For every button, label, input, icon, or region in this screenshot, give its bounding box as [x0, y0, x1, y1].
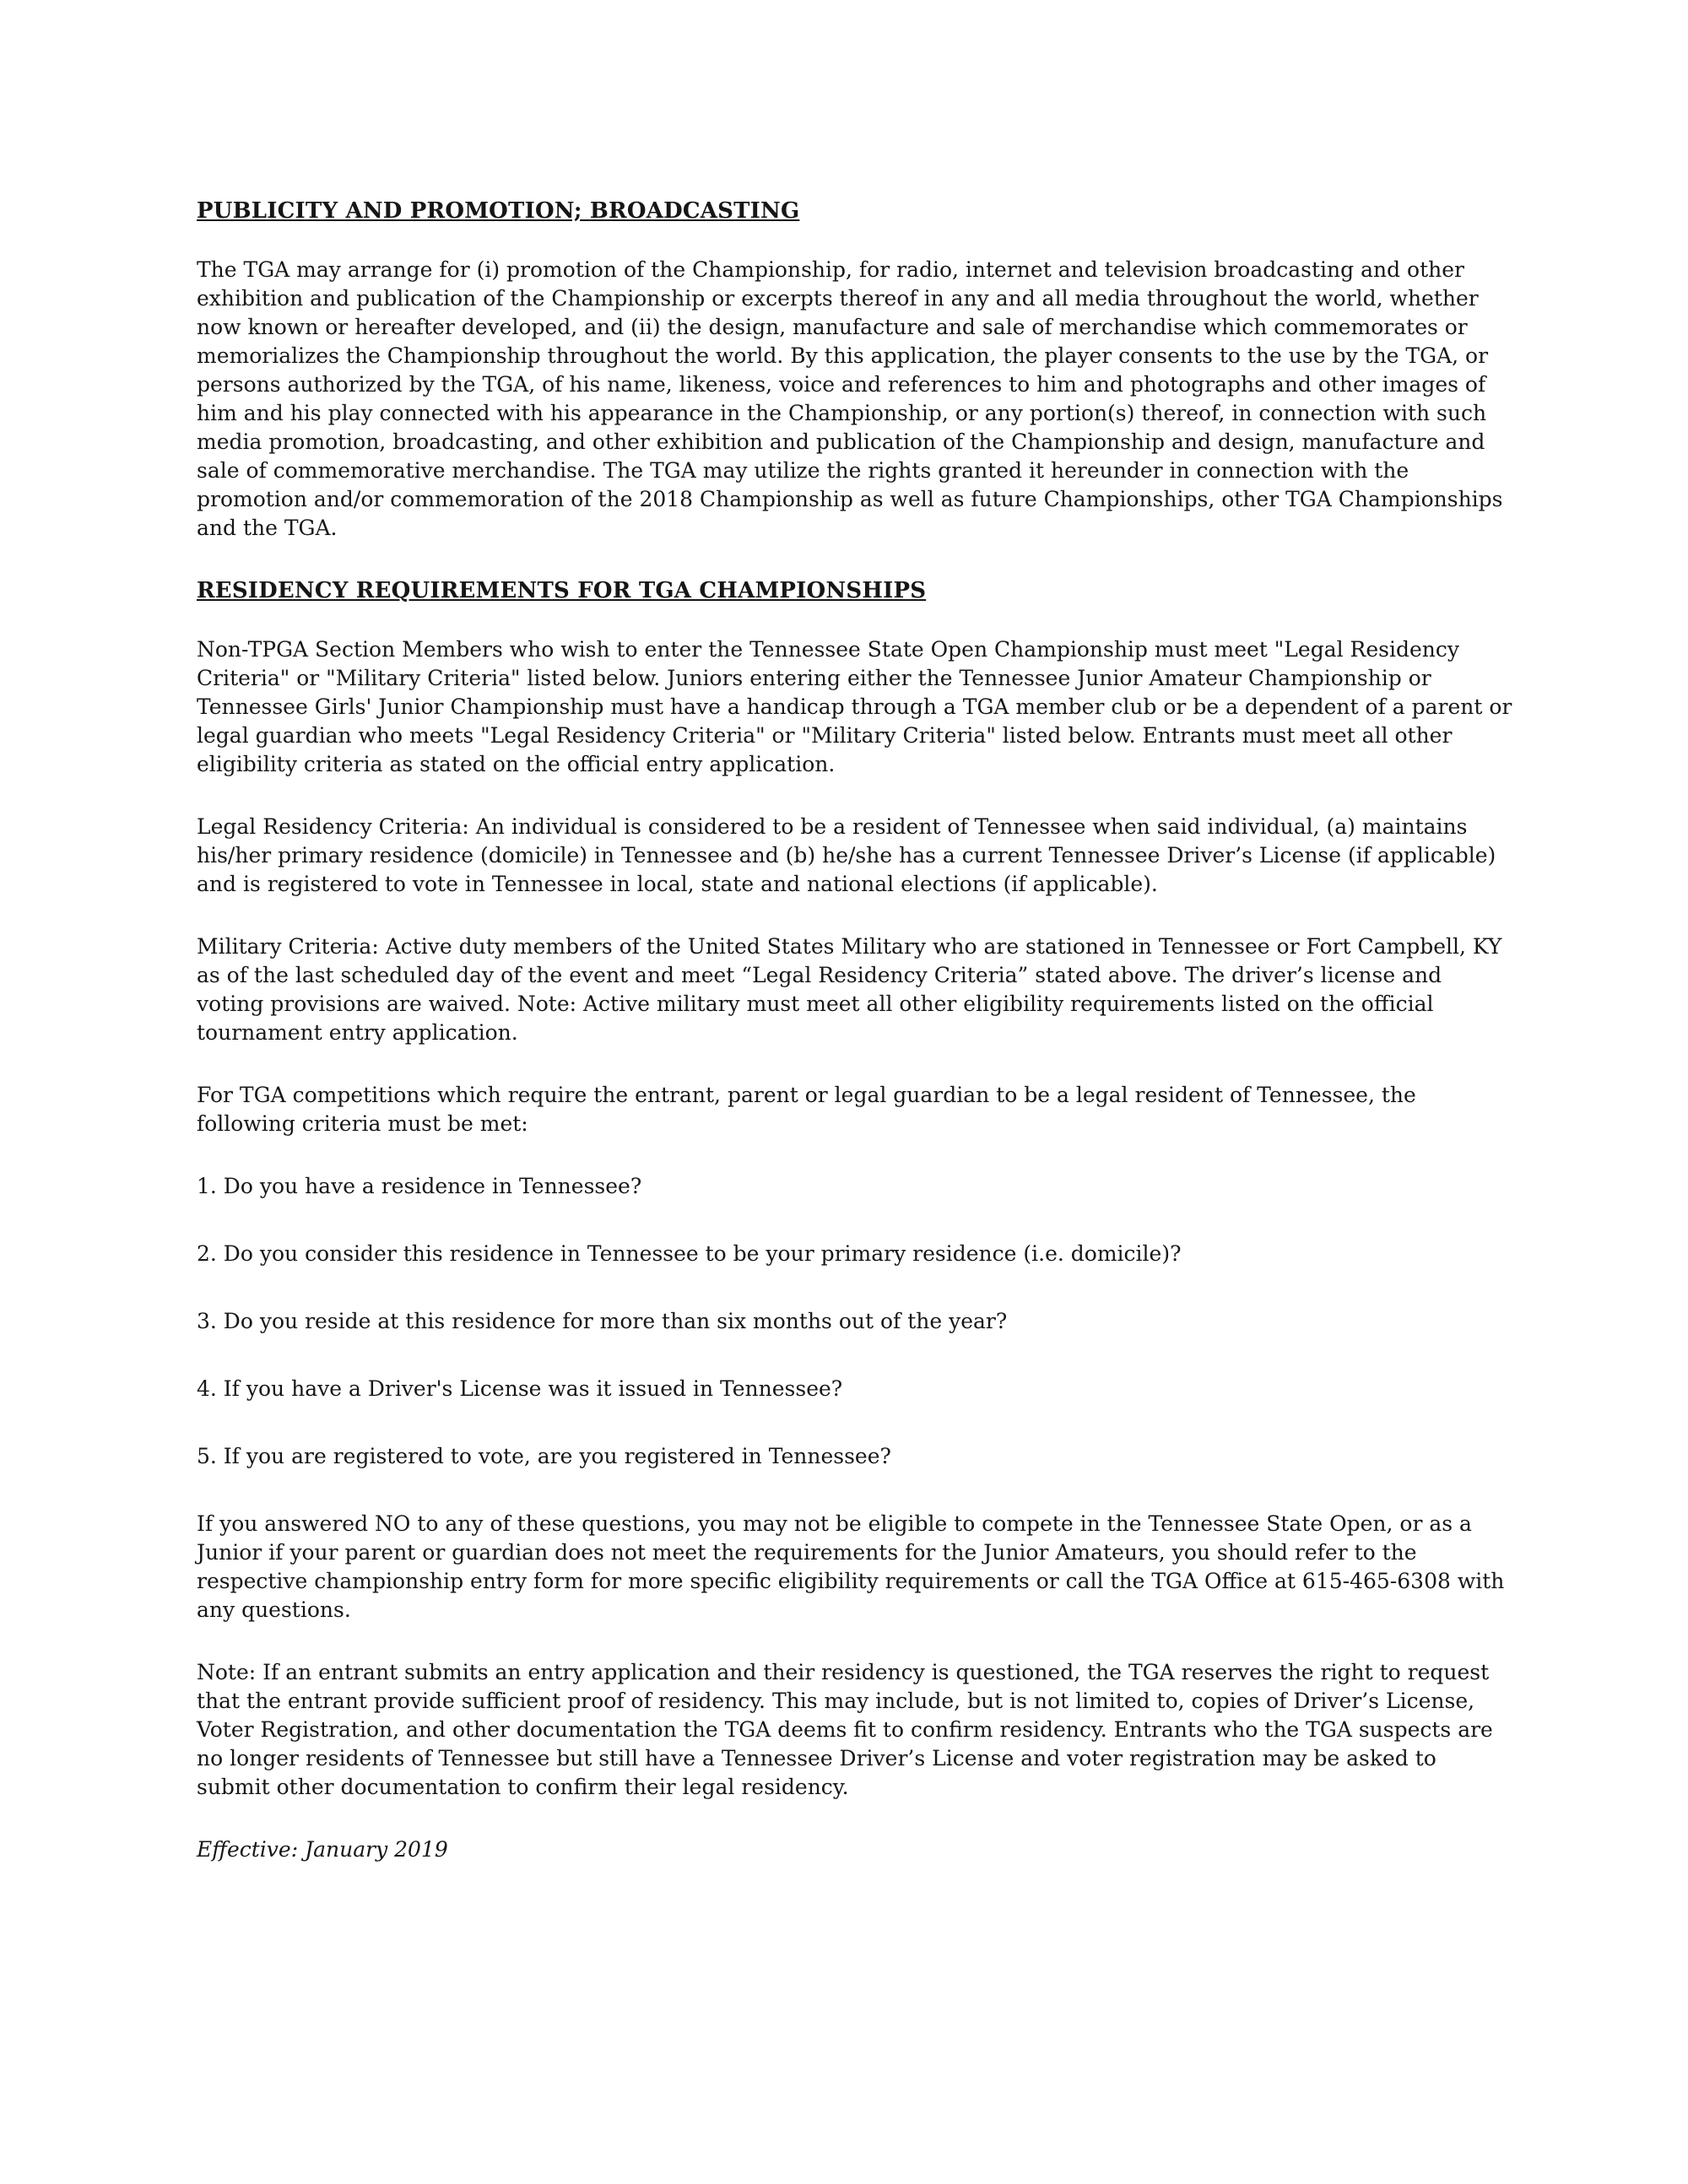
paragraph-military-criteria: Military Criteria: Active duty members of the United States Military who are stationed in Tennessee or Fort Campbell, KY as of the last scheduled day of the event and meet “Legal Residency Criteria” stated above. The driver’s license and voting provisions are waived. Note: Active military must meet all other eligibility requirements listed on the official tournament entry application. — [197, 934, 1502, 1045]
paragraph-answered-no: If you answered NO to any of these questions, you may not be eligible to compete in the Tennessee State Open, or as a Junior if your parent or guardian does not meet the requirements for the Junior Amateurs, you should refer to the respective championship entry form for more specific eligibility requirements or call the TGA Office at 615-465-6308 with any questions. — [197, 1511, 1505, 1622]
question-drivers-license: 4. If you have a Driver's License was it issued in Tennessee? — [197, 1376, 843, 1401]
heading-residency-requirements: RESIDENCY REQUIREMENTS FOR TGA CHAMPIONSHIPS — [197, 578, 927, 603]
document-page — [197, 197, 1515, 1864]
question-primary-residence: 2. Do you consider this residence in Tennessee to be your primary residence (i.e. domicile)? — [197, 1241, 1182, 1266]
question-residence-in-tennessee: 1. Do you have a residence in Tennessee? — [197, 1174, 642, 1198]
paragraph-residency-note: Note: If an entrant submits an entry application and their residency is questioned, the TGA reserves the right to request that the entrant provide sufficient proof of residency. This may include, but is not limited to, copies of Driver’s License, Voter Registration, and other documentation the TGA deems fit to confirm residency. Entrants who the TGA suspects are no longer residents of Tennessee but still have a Tennessee Driver’s License and voter registration may be asked to submit other documentation to confirm their legal residency. — [197, 1660, 1493, 1799]
question-voter-registration: 5. If you are registered to vote, are you registered in Tennessee? — [197, 1444, 891, 1468]
paragraph-publicity: The TGA may arrange for (i) promotion of the Championship, for radio, internet and television broadcasting and other exhibition and publication of the Championship or excerpts thereof in any and all media throughout the world, whether now known or hereafter developed, and (ii) the design, manufacture and sale of merchandise which commemorates or memorializes the Championship throughout the world. By this application, the player consents to the use by the TGA, or persons authorized by the TGA, of his name, likeness, voice and references to him and photographs and other images of him and his play connected with his appearance in the Championship, or any portion(s) thereof, in connection with such media promotion, broadcasting, and other exhibition and publication of the Championship and design, manufacture and sale of commemorative merchandise. The TGA may utilize the rights granted it hereunder in connection with the promotion and/or commemoration of the 2018 Championship as well as future Championships, other TGA Championships and the TGA. — [197, 257, 1503, 540]
paragraph-criteria-intro: For TGA competitions which require the entrant, parent or legal guardian to be a legal resident of Tennessee, the following criteria must be met: — [197, 1083, 1416, 1136]
question-six-months: 3. Do you reside at this residence for more than six months out of the year? — [197, 1309, 1008, 1333]
paragraph-non-tpga-members: Non-TPGA Section Members who wish to enter the Tennessee State Open Championship must meet "Legal Residency Criteria" or "Military Criteria" listed below. Juniors entering either the Tennessee Junior Amateur Championship or Tennessee Girls' Junior Championship must have a handicap through a TGA member club or be a dependent of a parent or legal guardian who meets "Legal Residency Criteria" or "Military Criteria" listed below. Entrants must meet all other eligibility criteria as stated on the official entry application. — [197, 637, 1512, 776]
paragraph-legal-residency-criteria: Legal Residency Criteria: An individual is considered to be a resident of Tennessee when said individual, (a) maintains his/her primary residence (domicile) in Tennessee and (b) he/she has a current Tennessee Driver’s License (if applicable) and is registered to vote in Tennessee in local, state and national elections (if applicable). — [197, 814, 1496, 896]
heading-publicity-and-promotion: PUBLICITY AND PROMOTION; BROADCASTING — [197, 198, 800, 224]
effective-date: Effective: January 2019 — [197, 1837, 448, 1862]
